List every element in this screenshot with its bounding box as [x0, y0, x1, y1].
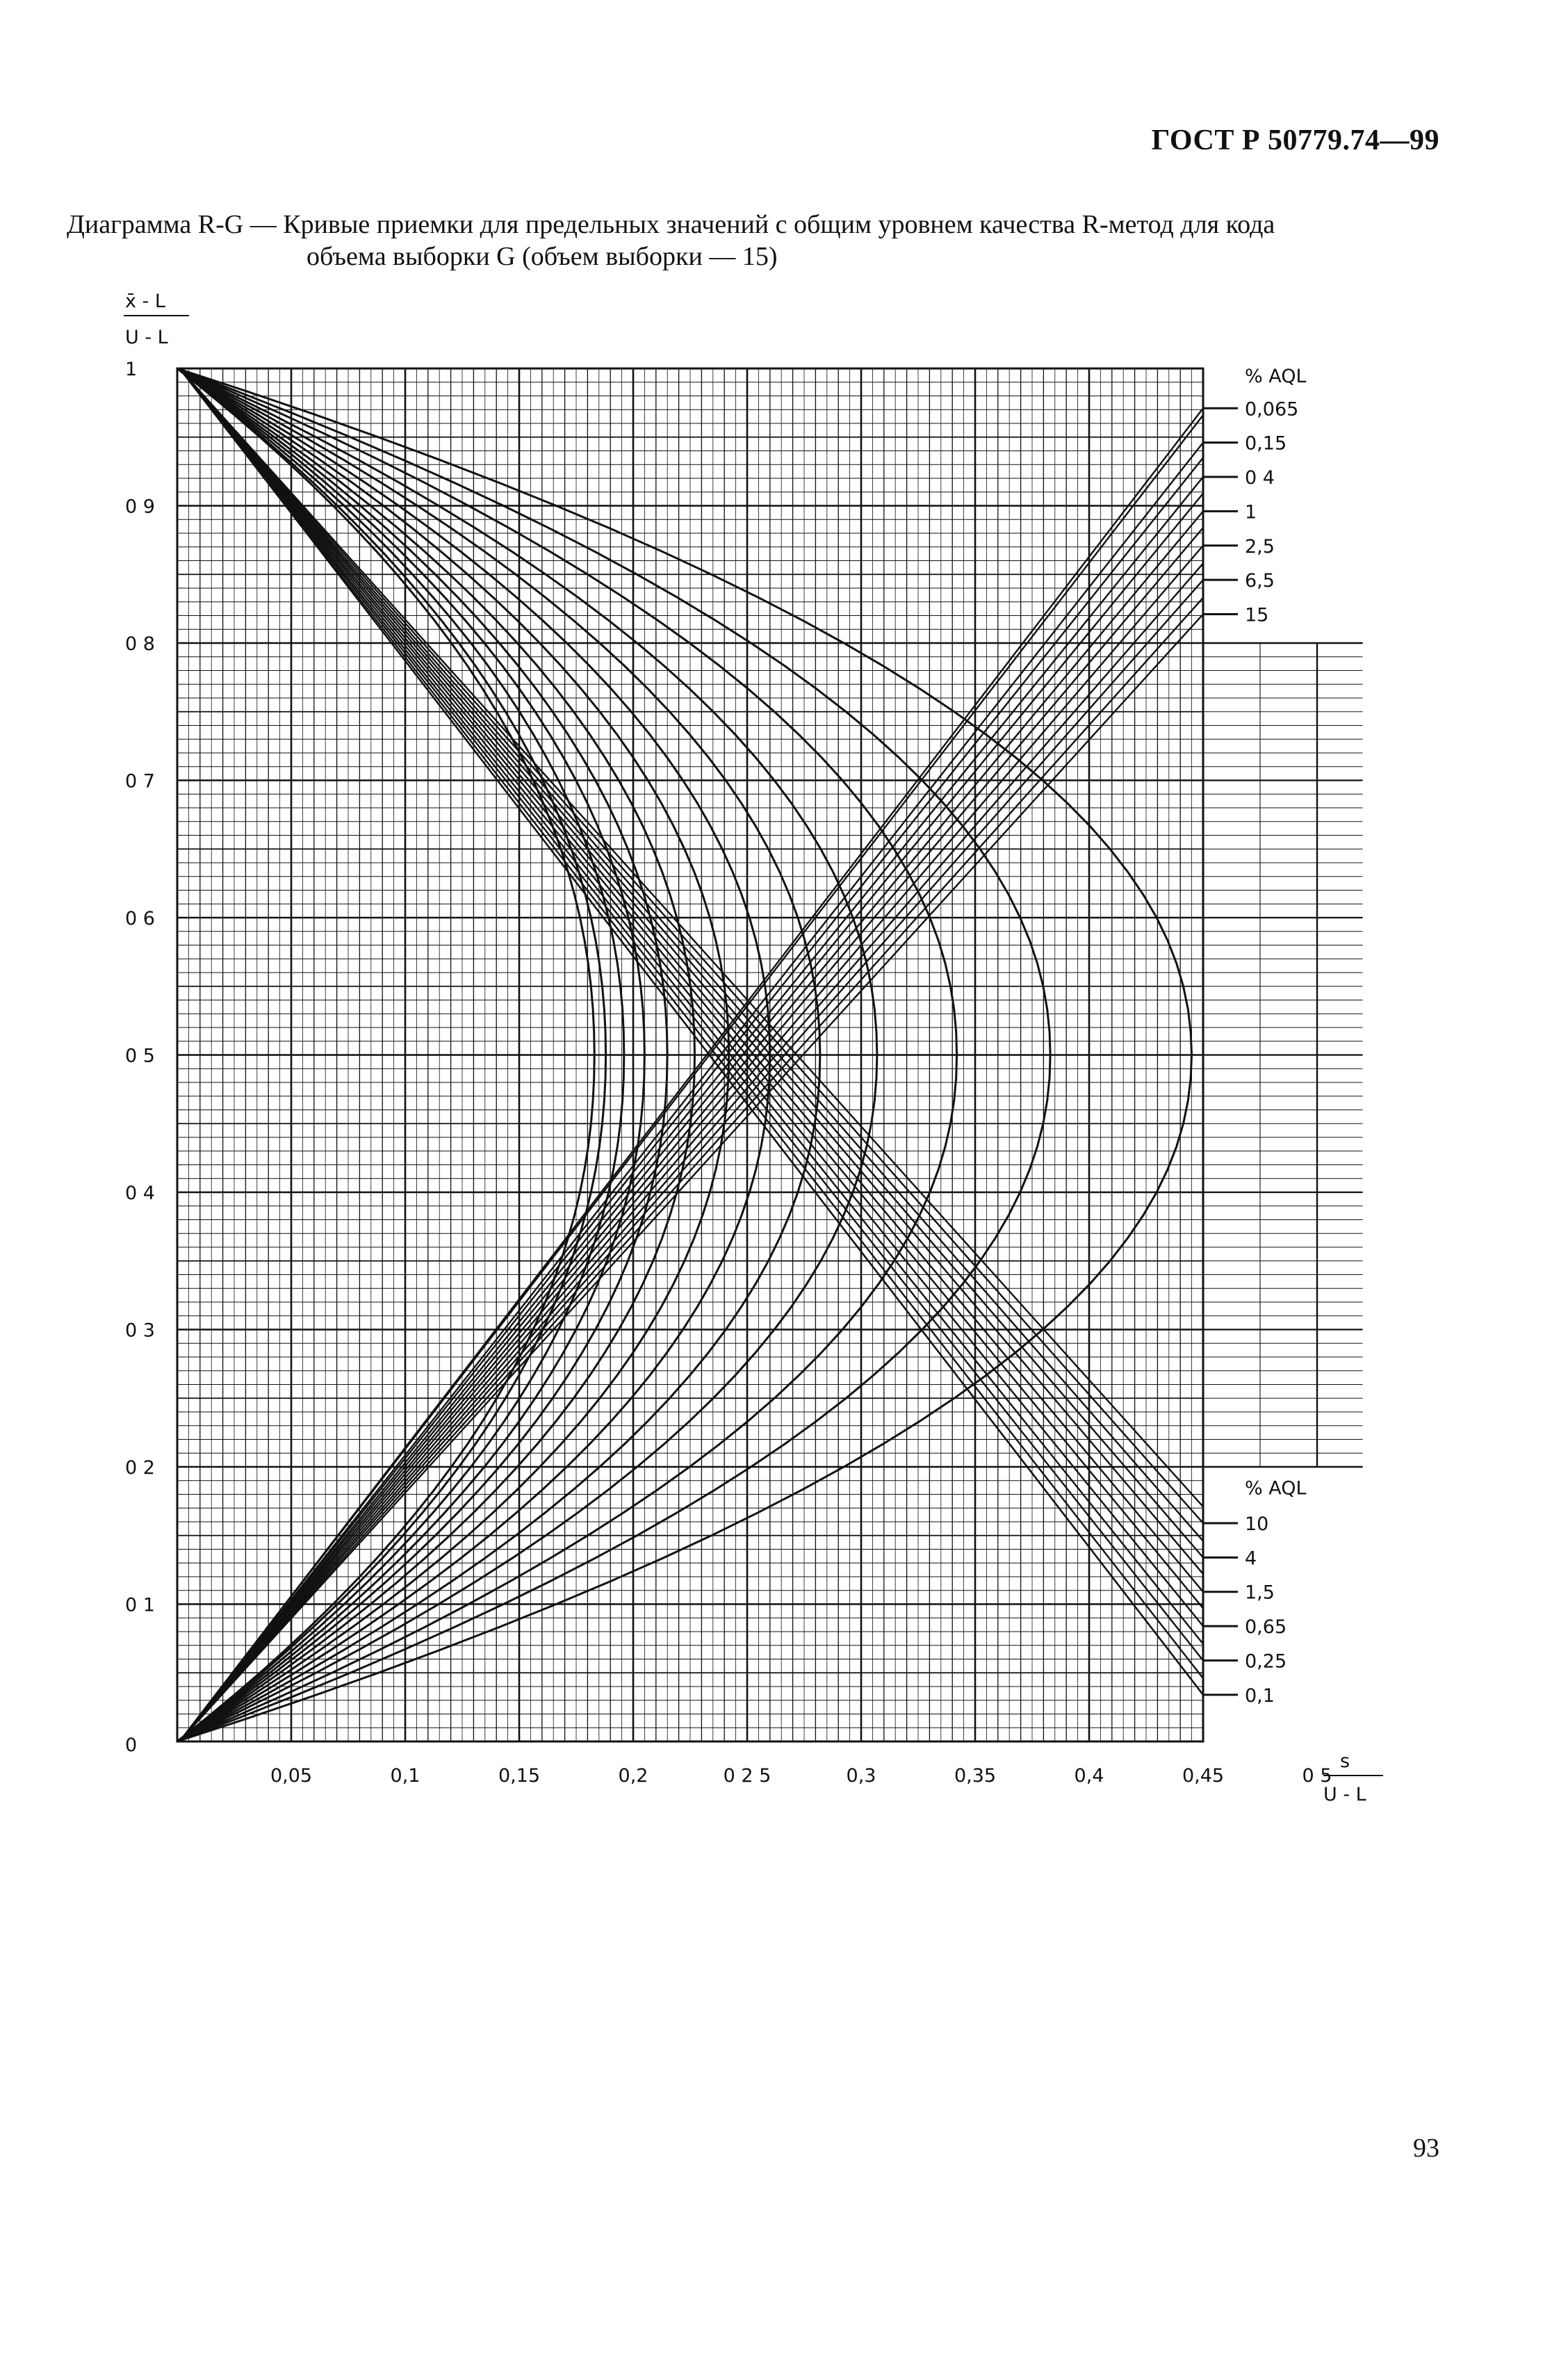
- top-legend-label: 15: [1245, 604, 1269, 626]
- y-tick-label: 0 1: [125, 1594, 155, 1616]
- x-axis-label-denominator: U - L: [1323, 1784, 1366, 1805]
- x-tick-label: 0,2: [618, 1765, 648, 1787]
- top-legend-label: 0 4: [1245, 467, 1275, 489]
- acceptance-ray-upper: [181, 370, 1203, 1541]
- bottom-legend-label: 0,1: [1245, 1684, 1275, 1707]
- acceptance-ray-upper: [181, 370, 1203, 1608]
- y-tick-label: 0 8: [125, 633, 155, 655]
- x-tick-label: 0,3: [846, 1765, 876, 1787]
- x-tick-label: 0,35: [954, 1765, 997, 1787]
- top-legend-title: % AQL: [1245, 365, 1307, 387]
- acceptance-ray-lower: [181, 528, 1203, 1740]
- y-tick-label: 0 5: [125, 1045, 155, 1067]
- bottom-legend-label: 0,65: [1245, 1616, 1287, 1639]
- y-tick-label: 0 7: [125, 770, 155, 793]
- y-axis-label-denominator: U - L: [125, 327, 168, 348]
- y-axis-label-numerator: x̄ - L: [125, 291, 165, 312]
- y-tick-label: 1: [125, 359, 138, 380]
- acceptance-ray-lower: [181, 580, 1203, 1740]
- acceptance-ray-lower: [181, 457, 1203, 1740]
- standard-code: ГОСТ Р 50779.74—99: [1151, 124, 1439, 156]
- acceptance-ray-lower: [181, 511, 1203, 1740]
- y-tick-label: 0 6: [125, 908, 155, 929]
- top-legend-label: 1: [1245, 501, 1257, 523]
- bottom-legend-label: 10: [1245, 1513, 1269, 1535]
- acceptance-ray-lower: [181, 563, 1203, 1740]
- acceptance-ray-upper: [181, 370, 1203, 1574]
- top-legend-label: 6,5: [1245, 570, 1275, 592]
- acceptance-ray-lower: [181, 546, 1203, 1740]
- top-legend-label: 0,15: [1245, 432, 1287, 455]
- acceptance-ray-lower: [181, 615, 1203, 1740]
- y-tick-label: 0 4: [125, 1183, 155, 1204]
- acceptance-ray-upper: [181, 370, 1203, 1523]
- x-tick-label: 0,4: [1074, 1765, 1104, 1787]
- acceptance-ray-upper: [181, 370, 1203, 1592]
- y-tick-label: 0: [125, 1735, 138, 1756]
- x-tick-label: 0,45: [1182, 1765, 1225, 1787]
- x-tick-label: 0 5: [1302, 1765, 1332, 1787]
- acceptance-ray-lower: [181, 494, 1203, 1740]
- top-legend-label: 0,065: [1245, 398, 1299, 421]
- caption-line-2: объема выборки G (объем выборки — 15): [307, 242, 778, 271]
- x-axis-label-numerator: s: [1340, 1750, 1350, 1772]
- x-tick-label: 0,1: [390, 1765, 420, 1787]
- bottom-legend-title: % AQL: [1245, 1477, 1307, 1500]
- bottom-legend-label: 1,5: [1245, 1582, 1275, 1604]
- y-tick-label: 0 9: [125, 496, 155, 518]
- x-tick-label: 0,05: [270, 1765, 313, 1787]
- y-tick-label: 0 3: [125, 1319, 155, 1342]
- acceptance-ray-upper: [181, 370, 1203, 1506]
- bottom-legend-label: 0,25: [1245, 1650, 1287, 1673]
- caption-line-1: Диаграмма R-G — Кривые приемки для предельных значений с общим уровнем качества R-метод для кода: [67, 210, 1275, 239]
- acceptance-ray-lower: [181, 598, 1203, 1740]
- acceptance-ray-upper: [181, 370, 1203, 1557]
- acceptance-ray-upper: [181, 370, 1203, 1626]
- x-tick-label: 0 2 5: [723, 1765, 771, 1787]
- x-tick-label: 0,15: [498, 1765, 541, 1787]
- top-legend-label: 2,5: [1245, 535, 1275, 558]
- y-tick-label: 0 2: [125, 1457, 155, 1479]
- page-number: 93: [1413, 2134, 1439, 2163]
- bottom-legend-label: 4: [1245, 1548, 1257, 1570]
